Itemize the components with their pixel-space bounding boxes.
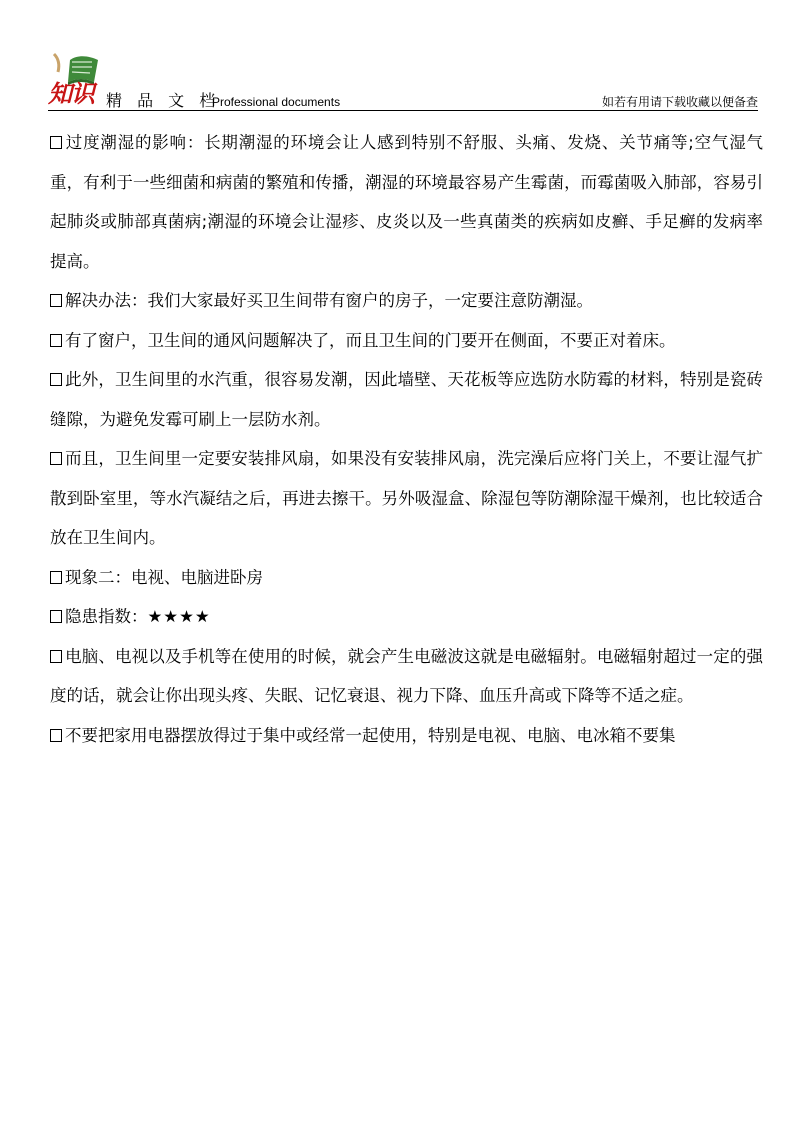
- page-header: [48, 52, 758, 112]
- paragraph-text: 电脑、电视以及手机等在使用的时候，就会产生电磁波这就是电磁辐射。电磁辐射超过一定的强度的话，就会让你出现头疼、失眠、记忆衰退、视力下降、血压升高或下降等不适之症。: [50, 646, 763, 705]
- paragraph-text: 此外，卫生间里的水汽重，很容易发潮，因此墙壁、天花板等应选防水防霉的材料，特别是瓷砖缝隙，为避免发霉可刷上一层防水剂。: [50, 370, 763, 429]
- paragraph-text: 解决办法：我们大家最好买卫生间带有窗户的房子，一定要注意防潮湿。: [65, 291, 593, 310]
- checkbox-bullet-icon: [50, 334, 62, 347]
- checkbox-bullet-icon: [50, 571, 62, 584]
- checkbox-bullet-icon: [50, 136, 62, 149]
- paragraph-text: 不要把家用电器摆放得过于集中或经常一起使用，特别是电视、电脑、电冰箱不要集: [65, 725, 676, 745]
- header-divider: [48, 110, 758, 111]
- checkbox-bullet-icon: [50, 650, 62, 663]
- heading-text: 现象二：电视、电脑进卧房: [65, 567, 263, 587]
- checkbox-bullet-icon: [50, 452, 62, 465]
- risk-rating: [50, 597, 763, 637]
- paragraph: [50, 281, 763, 321]
- checkbox-bullet-icon: [50, 610, 62, 623]
- header-title: 精 品 文 档: [106, 91, 221, 110]
- checkbox-bullet-icon: [50, 373, 62, 386]
- paragraph: [50, 321, 763, 361]
- logo-wordmark: 知识: [48, 79, 94, 108]
- paragraph: [50, 439, 763, 558]
- paragraph-text: 而且，卫生间里一定要安装排风扇，如果没有安装排风扇，洗完澡后应将门关上，不要让湿气扩散到卧室里，等水汽凝结之后，再进去擦干。另外吸湿盒、除湿包等防潮除湿干燥剂，也比较适合放在卫生间内。: [50, 449, 763, 547]
- paragraph: [50, 716, 763, 756]
- header-subtitle: Professional documents: [212, 95, 341, 109]
- star-rating-icon: ★★★★: [147, 607, 211, 626]
- paragraph-text: 有了窗户，卫生间的通风问题解决了，而且卫生间的门要开在侧面，不要正对着床。: [65, 330, 676, 350]
- section-heading: [50, 558, 763, 598]
- checkbox-bullet-icon: [50, 294, 62, 307]
- paragraph-text: 过度潮湿的影响：长期潮湿的环境会让人感到特别不舒服、头痛、发烧、关节痛等;空气湿气重，有利于一些细菌和病菌的繁殖和传播，潮湿的环境最容易产生霉菌，而霉菌吸入肺部，容易引起肺炎或肺部真菌病;潮湿的环境会让湿疹、皮炎以及一些真菌类的疾病如皮癣、手足癣的发病率提高。: [50, 133, 763, 271]
- risk-label: 隐患指数：: [65, 607, 148, 626]
- document-body: [50, 123, 763, 755]
- paragraph: [50, 360, 763, 439]
- paragraph: [50, 123, 763, 281]
- paragraph: [50, 637, 763, 716]
- checkbox-bullet-icon: [50, 729, 62, 742]
- header-tagline: 如若有用请下载收藏以便备查: [601, 95, 758, 109]
